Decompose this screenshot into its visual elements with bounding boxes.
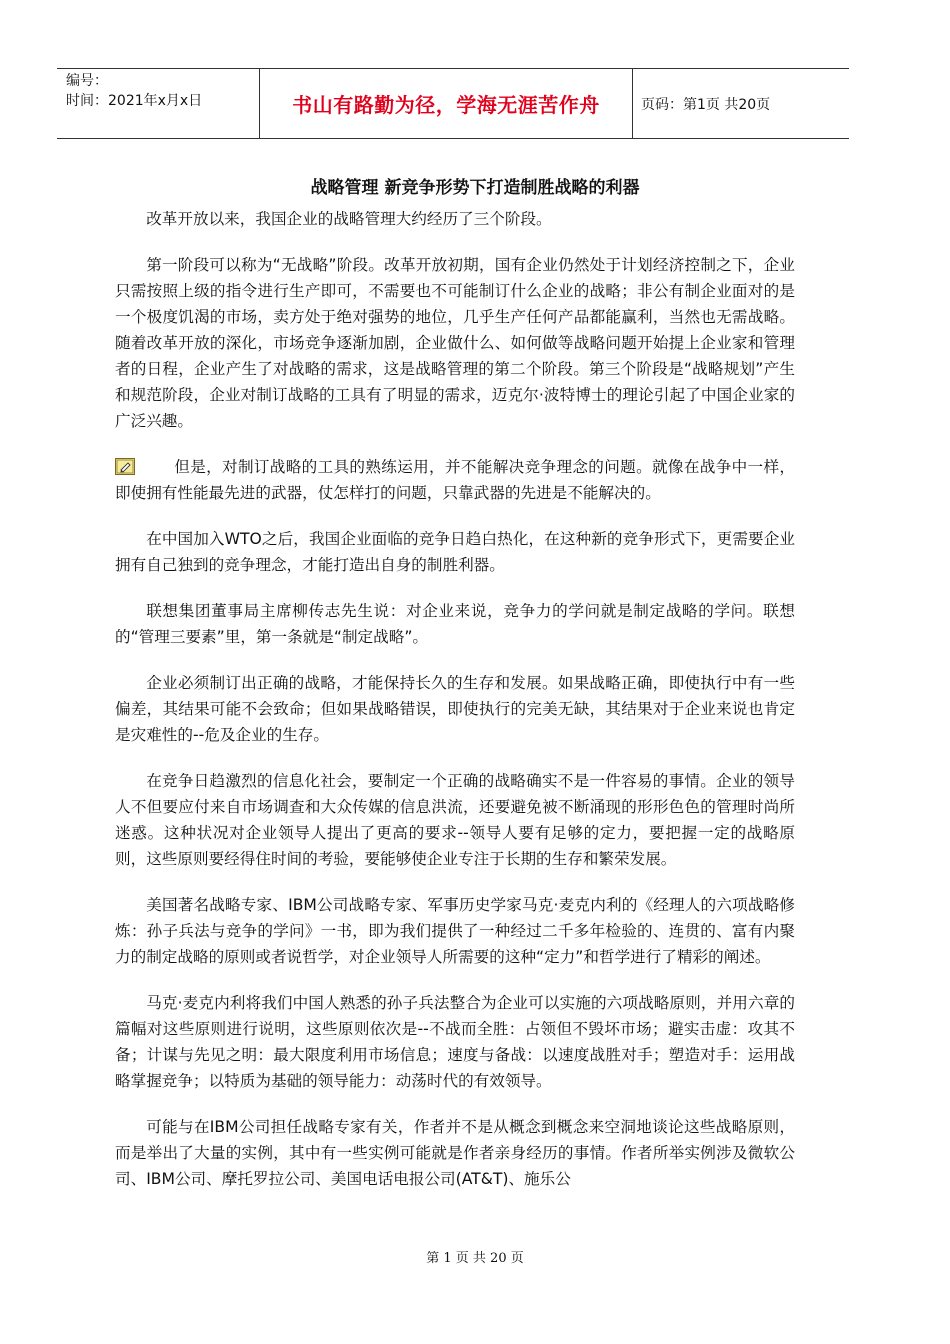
paragraph: 但是，对制订战略的工具的熟练运用，并不能解决竞争理念的问题。就像在战争中一样，即使拥有性能最先进的武器，仗怎样打的问题，只靠武器的先进是不能解决的。	[115, 458, 795, 502]
time-label: 时间：2021年x月x日	[66, 93, 203, 109]
paragraph: 可能与在IBM公司担任战略专家有关，作者并不是从概念到概念来空洞地谈论这些战略原则，而是举出了大量的实例，其中有一些实例可能就是作者亲身经历的事情。作者所举实例涉及微软公司、IBM公司、摩托罗拉公司、美国电话电报公司(AT&T)、施乐公	[115, 1118, 795, 1188]
paragraph: 美国著名战略专家、IBM公司战略专家、军事历史学家马克·麦克内利的《经理人的六项战略修炼：孙子兵法与竞争的学问》一书，即为我们提供了一种经过二千多年检验的、连贯的、富有内聚力的制定战略的原则或者说哲学，对企业领导人所需要的这种“定力”和哲学进行了精彩的阐述。	[115, 896, 795, 966]
paragraph: 第一阶段可以称为“无战略”阶段。改革开放初期，国有企业仍然处于计划经济控制之下，企业只需按照上级的指令进行生产即可，不需要也不可能制订什么企业的战略；非公有制企业面对的是一个极度饥渴的市场，卖方处于绝对强势的地位，几乎生产任何产品都能赢利，当然也无需战略。随着改革开放的深化，市场竞争逐渐加剧，企业做什么、如何做等战略问题开始提上企业家和管理者的日程，企业产生了对战略的需求，这是战略管理的第二个阶段。第三个阶段是“战略规划”产生和规范阶段，企业对制订战略的工具有了明显的需求，迈克尔·波特博士的理论引起了中国企业家的广泛兴趣。	[115, 256, 795, 430]
note-pencil-icon[interactable]	[115, 458, 135, 475]
paragraph: 改革开放以来，我国企业的战略管理大约经历了三个阶段。	[146, 210, 552, 228]
page-footer: 第 1 页 共 20 页	[426, 1251, 524, 1266]
document-body	[115, 206, 795, 1212]
motto: 书山有路勤为径，学海无涯苦作舟	[260, 69, 633, 138]
header-meta	[57, 69, 260, 138]
paragraph: 在中国加入WTO之后，我国企业面临的竞争日趋白热化，在这种新的竞争形式下，更需要企业拥有自己独到的竞争理念，才能打造出自身的制胜利器。	[115, 530, 795, 574]
paragraph: 企业必须制订出正确的战略，才能保持长久的生存和发展。如果战略正确，即使执行中有一些偏差，其结果可能不会致命；但如果战略错误，即使执行的完美无缺，其结果对于企业来说也肯定是灾难性的--危及企业的生存。	[115, 674, 795, 744]
paragraph: 马克·麦克内利将我们中国人熟悉的孙子兵法整合为企业可以实施的六项战略原则，并用六章的篇幅对这些原则进行说明，这些原则依次是--不战而全胜：占领但不毁坏市场；避实击虚：攻其不备；计谋与先见之明：最大限度利用市场信息；速度与备战：以速度战胜对手；塑造对手：运用战略掌握竞争；以特质为基础的领导能力：动荡时代的有效领导。	[115, 994, 795, 1090]
number-label: 编号：	[66, 73, 108, 89]
page-label: 页码：第1页 共20页	[641, 96, 771, 113]
paragraph: 在竞争日趋激烈的信息化社会，要制定一个正确的战略确实不是一件容易的事情。企业的领导人不但要应付来自市场调查和大众传媒的信息洪流，还要避免被不断涌现的形形色色的管理时尚所迷惑。这种状况对企业领导人提出了更高的要求--领导人要有足够的定力，要把握一定的战略原则，这些原则要经得住时间的考验，要能够使企业专注于长期的生存和繁荣发展。	[115, 772, 795, 868]
paragraph: 联想集团董事局主席柳传志先生说：对企业来说，竞争力的学问就是制定战略的学问。联想的“管理三要素”里，第一条就是“制定战略”。	[115, 602, 795, 646]
document-title: 战略管理 新竞争形势下打造制胜战略的利器	[310, 178, 640, 198]
page-header	[57, 68, 849, 139]
annotated-paragraph	[115, 454, 795, 506]
